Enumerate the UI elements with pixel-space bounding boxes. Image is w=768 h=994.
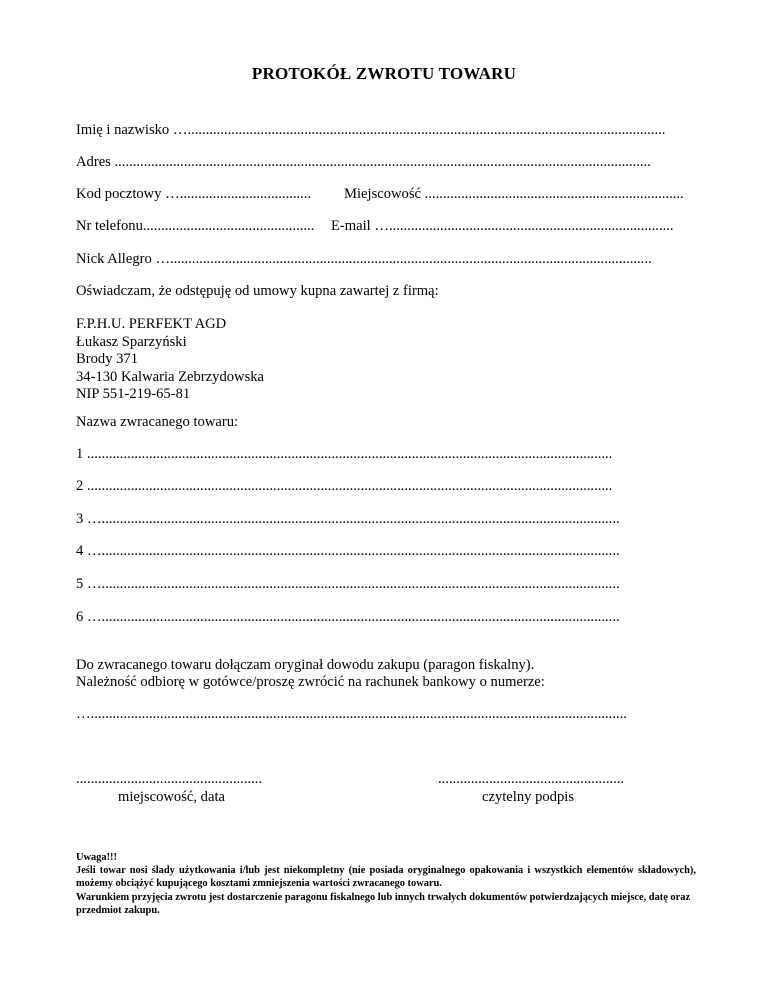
notice-line-2: Warunkiem przyjęcia zwrotu jest dostarczenie paragonu fiskalnego lub innych trwałych dokumentów potwierdzających miejsce, datę oraz przedmiot zakupu. (76, 891, 691, 916)
company-owner: Łukasz Sparzyński (76, 333, 187, 350)
city-field[interactable]: Miejscowość ....................................................................... (344, 186, 684, 202)
signature-label: czytelny podpis (482, 789, 575, 805)
refund-text: Należność odbiorę w gotówce/proszę zwrócić na rachunek bankowy o numerze: (76, 674, 545, 690)
address-field[interactable]: Adres ................................................................................................................................................... (76, 154, 651, 170)
statement-text: Oświadczam, że odstępuję od umowy kupna zawartej z firmą: (76, 283, 439, 299)
signature-dots[interactable]: ................................................... (438, 771, 625, 787)
company-street: Brody 371 (76, 351, 139, 368)
goods-line-5[interactable]: 5 ….............................................................................................................................................. (76, 576, 620, 592)
bank-account-field[interactable]: …................................................................................................................................................... (76, 706, 627, 722)
place-date-label: miejscowość, data (118, 789, 225, 805)
place-date-dots[interactable]: ................................................... (76, 771, 263, 787)
goods-line-3[interactable]: 3 ….............................................................................................................................................. (76, 511, 620, 527)
nick-field[interactable]: Nick Allegro ….................................................................................................................................... (76, 251, 652, 267)
postal-code-field[interactable]: Kod pocztowy ….................................... (76, 186, 312, 202)
company-nip: NIP 551-219-65-81 (76, 386, 191, 403)
notice-block (76, 851, 696, 917)
name-field[interactable]: Imię i nazwisko …................................................................................................................................... (76, 122, 666, 138)
company-city: 34-130 Kalwaria Zebrzydowska (76, 368, 265, 385)
company-name: F.P.H.U. PERFEKT AGD (76, 316, 227, 332)
goods-line-4[interactable]: 4 ….............................................................................................................................................. (76, 543, 620, 559)
phone-field[interactable]: Nr telefonu............................................... (76, 218, 315, 234)
goods-line-2[interactable]: 2 ................................................................................................................................................ (76, 478, 613, 494)
page-title: PROTOKÓŁ ZWROTU TOWARU (251, 64, 517, 83)
notice-heading: Uwaga!!! (76, 852, 117, 863)
goods-line-6[interactable]: 6 ….............................................................................................................................................. (76, 609, 620, 625)
email-field[interactable]: E-mail ….............................................................................. (331, 218, 674, 234)
goods-label: Nazwa zwracanego towaru: (76, 414, 239, 430)
goods-line-1[interactable]: 1 ................................................................................................................................................ (76, 446, 613, 462)
company-block (76, 316, 264, 404)
receipt-text: Do zwracanego towaru dołączam oryginał dowodu zakupu (paragon fiskalny). (76, 657, 535, 673)
notice-line-1: Jeśli towar nosi ślady użytkowania i/lub jest niekompletny (nie posiada oryginalnego opakowania i wszystkich elementów składowych), możemy obciążyć kupującego kosztami zmniejszenia wartości zwracanego towaru. (76, 865, 696, 890)
